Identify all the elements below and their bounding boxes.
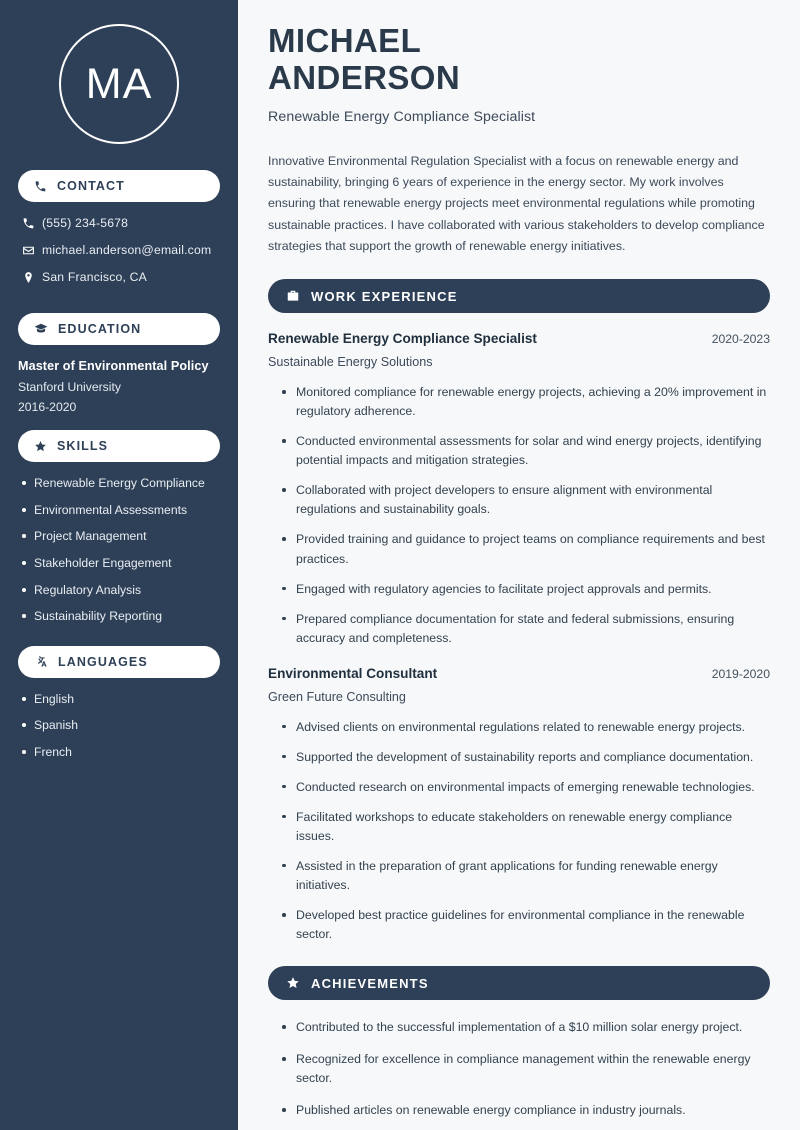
list-item: Project Management	[22, 529, 220, 544]
list-item: Recognized for excellence in compliance management within the renewable energy sector.	[282, 1050, 770, 1088]
list-item: Provided training and guidance to project teams on compliance requirements and best practices.	[282, 530, 770, 568]
list-item: French	[22, 745, 220, 760]
job-role: Renewable Energy Compliance Specialist	[268, 331, 537, 347]
job-role: Environmental Consultant	[268, 665, 438, 681]
list-item: Supported the development of sustainability reports and compliance documentation.	[282, 748, 770, 767]
list-item: Sustainability Reporting	[22, 609, 220, 624]
section-label-work-experience: WORK EXPERIENCE	[311, 288, 458, 304]
professional-summary: Innovative Environmental Regulation Specialist with a focus on renewable energy and sustainability, bringing 6 years of experience in the energy sector. My work involves ensuring that renewable energy projects meet environmental regulations while promoting sustainable practices. I have collaborated with various stakeholders to develop compliance strategies that support the growth of renewable energy initiatives.	[268, 153, 765, 253]
list-item: Renewable Energy Compliance	[22, 476, 220, 491]
map-pin-icon	[22, 271, 42, 284]
job-bullets	[268, 718, 770, 944]
sidebar-section-header-languages	[18, 646, 220, 678]
sidebar-section-label-contact: CONTACT	[57, 178, 125, 193]
first-name: MICHAEL	[268, 22, 422, 59]
list-item: Assisted in the preparation of grant applications for funding renewable energy initiatives.	[282, 857, 770, 895]
headline-job-title: Renewable Energy Compliance Specialist	[268, 108, 536, 125]
list-item: Developed best practice guidelines for environmental compliance in the renewable sector.	[282, 906, 770, 944]
sidebar-section-label-languages: LANGUAGES	[58, 654, 148, 669]
languages-list	[0, 692, 238, 760]
job-bullets	[268, 383, 770, 648]
sidebar-section-header-education	[18, 313, 220, 345]
list-item: Contributed to the successful implementation of a $10 million solar energy project.	[282, 1018, 770, 1037]
section-header-achievements	[268, 966, 770, 1000]
contact-item-phone[interactable]	[18, 216, 220, 230]
contact-phone-text: (555) 234-5678	[42, 216, 129, 230]
graduation-cap-icon	[34, 322, 48, 336]
sidebar	[0, 0, 238, 1130]
achievements-list	[268, 1018, 770, 1120]
job-entry	[268, 331, 770, 648]
section-label-achievements: ACHIEVEMENTS	[311, 975, 429, 991]
last-name: ANDERSON	[268, 59, 461, 97]
sidebar-section-label-education: EDUCATION	[58, 321, 142, 336]
job-dates: 2020-2023	[711, 332, 770, 347]
list-item: Monitored compliance for renewable energy projects, achieving a 20% improvement in regulatory adherence.	[282, 383, 770, 421]
list-item: Environmental Assessments	[22, 503, 220, 518]
contact-email-text: michael.anderson@email.com	[42, 243, 212, 257]
list-item: Stakeholder Engagement	[22, 556, 220, 571]
job-header	[268, 666, 770, 681]
list-item: Advised clients on environmental regulations related to renewable energy projects.	[282, 718, 770, 737]
list-item: Published articles on renewable energy compliance in industry journals.	[282, 1101, 770, 1120]
main-content	[238, 0, 800, 1130]
education-years: 2016-2020	[18, 400, 77, 414]
avatar: MA	[59, 24, 179, 144]
list-item: Spanish	[22, 718, 220, 733]
job-entry	[268, 666, 770, 944]
phone-icon	[34, 180, 47, 193]
section-header-work-experience	[268, 279, 770, 313]
job-company: Sustainable Energy Solutions	[268, 355, 433, 370]
envelope-icon	[22, 244, 42, 257]
education-school: Stanford University	[18, 380, 121, 394]
contact-location-text: San Francisco, CA	[42, 270, 148, 284]
page-title	[268, 22, 770, 97]
star-icon	[34, 440, 47, 453]
avatar-container	[0, 0, 238, 170]
education-block	[0, 359, 238, 414]
contact-list	[0, 216, 238, 284]
list-item: Conducted environmental assessments for solar and wind energy projects, identifying potential impacts and mitigation strategies.	[282, 432, 770, 470]
list-item: Engaged with regulatory agencies to facilitate project approvals and permits.	[282, 580, 770, 599]
phone-icon	[22, 217, 42, 230]
sidebar-section-header-skills	[18, 430, 220, 462]
contact-item-email[interactable]	[18, 243, 220, 257]
star-icon	[286, 976, 300, 990]
translate-icon	[34, 655, 48, 669]
list-item: English	[22, 692, 220, 707]
job-header	[268, 331, 770, 346]
sidebar-section-label-skills: SKILLS	[57, 438, 109, 453]
list-item: Collaborated with project developers to ensure alignment with environmental regulations and sustainability goals.	[282, 481, 770, 519]
list-item: Conducted research on environmental impacts of emerging renewable technologies.	[282, 778, 770, 797]
job-company: Green Future Consulting	[268, 689, 406, 704]
sidebar-section-header-contact	[18, 170, 220, 202]
skills-list	[0, 476, 238, 624]
list-item: Facilitated workshops to educate stakeholders on renewable energy compliance issues.	[282, 808, 770, 846]
education-degree: Master of Environmental Policy	[18, 359, 209, 373]
job-dates: 2019-2020	[711, 666, 770, 681]
briefcase-icon	[286, 289, 300, 303]
list-item: Prepared compliance documentation for state and federal submissions, ensuring accuracy and completeness.	[282, 610, 770, 648]
contact-item-location[interactable]	[18, 270, 220, 284]
list-item: Regulatory Analysis	[22, 583, 220, 598]
